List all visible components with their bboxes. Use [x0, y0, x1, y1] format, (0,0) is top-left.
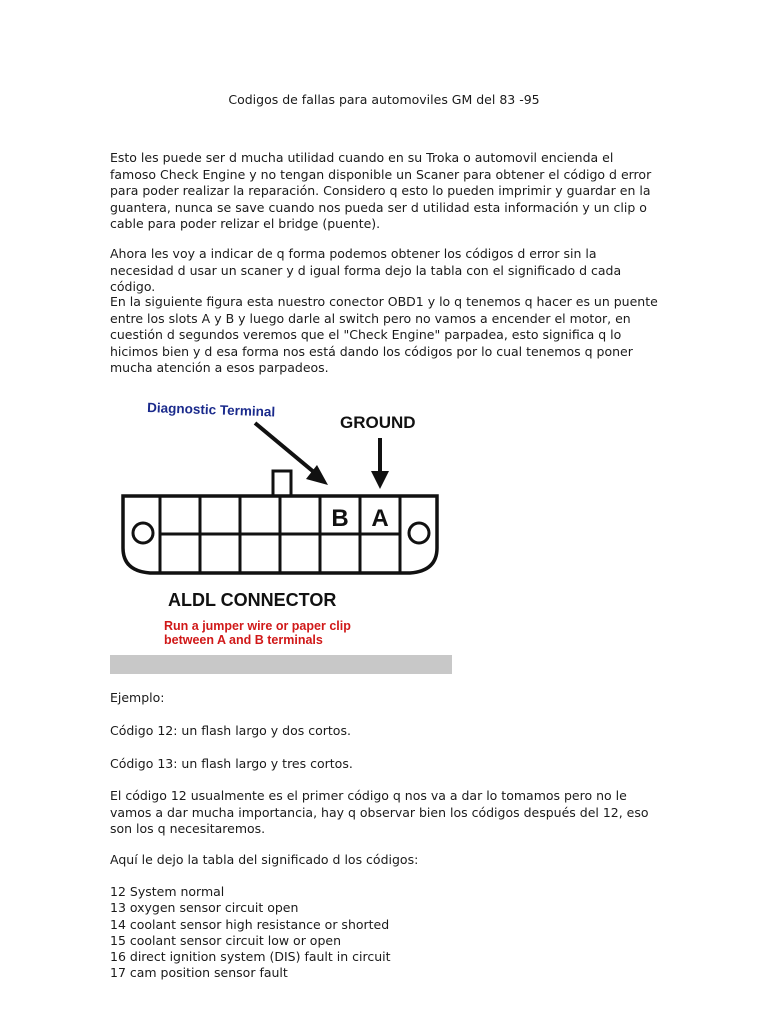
code-item: 17 cam position sensor fault — [110, 965, 288, 981]
connector-key-tab — [273, 471, 291, 496]
aldl-connector-figure — [110, 393, 452, 674]
pin-a-label: A — [371, 505, 389, 532]
paragraph-intro: Esto les puede ser d mucha utilidad cuando en su Troka o automovil encienda el famoso Check Engine y no tengan disponible un Scaner para obtener el código d error para poder realizar la reparación. Considero q esto lo pueden imprimir y guardar en la guantera, nunca se save cuando nos pueda ser d utilidad esta información y un clip o cable para poder relizar el bridge (puente). — [110, 150, 652, 231]
diagnostic-arrow-shaft — [255, 423, 315, 473]
left-mounting-hole — [133, 523, 153, 543]
diagnostic-terminal-label: Diagnostic Terminal — [146, 400, 276, 420]
paragraph-code-12-note: El código 12 usualmente es el primer código q nos va a dar lo tomamos pero no le vamos a dar mucha importancia, hay q observar bien los códigos después del 12, eso son los q necesitaremos. — [110, 788, 649, 836]
paragraph-method: Ahora les voy a indicar de q forma podemos obtener los códigos d error sin la necesidad d usar un scaner y d igual forma dejo la tabla con el significado d cada código. — [110, 246, 622, 294]
code-item: 13 oxygen sensor circuit open — [110, 900, 299, 916]
code-item: 15 coolant sensor circuit low or open — [110, 932, 341, 948]
code-item: 16 direct ignition system (DIS) fault in circuit — [110, 949, 391, 965]
codes-list — [110, 884, 658, 982]
paragraph-connector: En la siguiente figura esta nuestro conector OBD1 y lo q tenemos q hacer es un puente entre los slots A y B y luego darle al switch pero no vamos a encender el motor, en cuestión d segundos veremos que el "Check Engine" parpadea, esto significa q lo hicimos bien y d esa forma nos está dando los códigos por lo cual tenemos q poner mucha atención a esos parpadeos. — [110, 294, 658, 375]
document-title: Codigos de fallas para automoviles GM del 83 -95 — [228, 92, 540, 107]
ground-label: GROUND — [340, 413, 416, 432]
instruction-line-2: between A and B terminals — [164, 633, 323, 647]
example-code-12: Código 12: un flash largo y dos cortos. — [110, 723, 351, 738]
ground-arrowhead — [371, 471, 389, 489]
code-item: 12 System normal — [110, 884, 225, 899]
example-heading: Ejemplo: — [110, 690, 165, 705]
code-item: 14 coolant sensor high resistance or shorted — [110, 916, 390, 932]
connector-name-label: ALDL CONNECTOR — [168, 590, 337, 610]
instruction-line-1: Run a jumper wire or paper clip — [164, 619, 351, 633]
figure-footer-bar — [110, 655, 452, 674]
paragraph-table-intro: Aquí le dejo la tabla del significado d los códigos: — [110, 852, 419, 867]
example-code-13: Código 13: un flash largo y tres cortos. — [110, 756, 353, 771]
right-mounting-hole — [409, 523, 429, 543]
aldl-connector-diagram — [110, 393, 452, 674]
pin-b-label: B — [331, 505, 349, 532]
